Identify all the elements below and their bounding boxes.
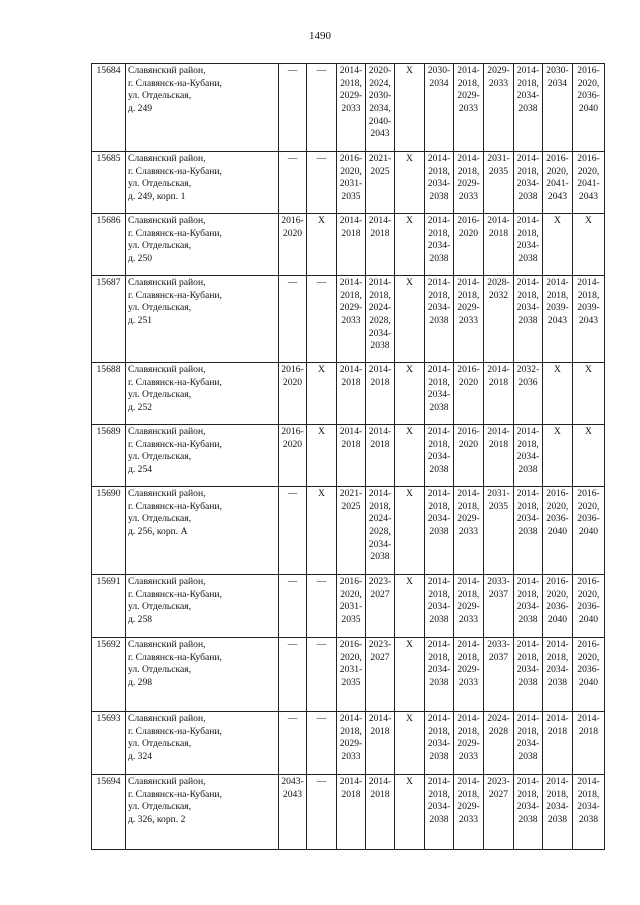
- period-cell: X: [307, 487, 337, 575]
- period-cell: 2014- 2018: [573, 712, 605, 775]
- period-cell: 2014- 2018, 2034- 2038: [514, 638, 543, 712]
- address-line: г. Славянск-на-Кубани,: [128, 725, 222, 737]
- address-cell: [126, 425, 279, 487]
- table-row: [92, 638, 605, 712]
- period-cell: —: [279, 575, 307, 638]
- period-cell: 2016- 2020, 2031- 2035: [337, 152, 366, 214]
- table-row: [92, 775, 605, 850]
- period-cell: 2016- 2020, 2036- 2040: [573, 638, 605, 712]
- period-cell: 2014- 2018, 2034- 2038: [514, 214, 543, 276]
- period-cell: 2016- 2020, 2036- 2040: [543, 487, 573, 575]
- row-number: 15685: [92, 152, 126, 214]
- period-cell: 2014- 2018: [337, 214, 366, 276]
- period-cell: 2014- 2018: [543, 712, 573, 775]
- period-cell: 2014- 2018, 2029- 2033: [454, 64, 484, 152]
- period-cell: 2016- 2020, 2041- 2043: [573, 152, 605, 214]
- address-line: ул. Отдельская,: [128, 240, 192, 252]
- period-cell: 2014- 2018, 2029- 2033: [337, 276, 366, 363]
- period-cell: X: [395, 775, 425, 850]
- period-cell: 2014- 2018, 2029- 2033: [337, 64, 366, 152]
- period-cell: 2014- 2018, 2034- 2038: [425, 575, 454, 638]
- period-cell: 2029- 2033: [484, 64, 514, 152]
- row-number: 15686: [92, 214, 126, 276]
- period-cell: —: [307, 712, 337, 775]
- period-cell: 2014- 2018: [366, 712, 395, 775]
- address-line: ул. Отдельская,: [128, 513, 192, 525]
- address-line: г. Славянск-на-Кубани,: [128, 500, 222, 512]
- period-cell: 2014- 2018, 2034- 2038: [425, 487, 454, 575]
- address-line: г. Славянск-на-Кубани,: [128, 651, 222, 663]
- address-line: г. Славянск-на-Кубани,: [128, 438, 222, 450]
- address-line: ул. Отдельская,: [128, 302, 192, 314]
- row-number: 15687: [92, 276, 126, 363]
- period-cell: 2021- 2025: [366, 152, 395, 214]
- address-line: Славянский район,: [128, 65, 206, 76]
- period-cell: 2014- 2018, 2029- 2033: [454, 152, 484, 214]
- address-line: г. Славянск-на-Кубани,: [128, 788, 222, 800]
- period-cell: 2014- 2018, 2034- 2038: [425, 425, 454, 487]
- period-cell: X: [395, 575, 425, 638]
- period-cell: —: [279, 276, 307, 363]
- period-cell: 2016- 2020, 2031- 2035: [337, 638, 366, 712]
- period-cell: 2014- 2018, 2034- 2038: [425, 363, 454, 425]
- period-cell: 2014- 2018, 2034- 2038: [543, 775, 573, 850]
- address-line: Славянский район,: [128, 576, 206, 587]
- period-cell: 2014- 2018, 2029- 2033: [454, 575, 484, 638]
- address-line: г. Славянск-на-Кубани,: [128, 588, 222, 600]
- address-cell: [126, 575, 279, 638]
- address-line: Славянский район,: [128, 713, 206, 724]
- address-line: Славянский район,: [128, 426, 206, 437]
- period-cell: 2014- 2018, 2034- 2038: [425, 638, 454, 712]
- period-cell: 2023- 2027: [366, 638, 395, 712]
- period-cell: —: [279, 64, 307, 152]
- period-cell: 2021- 2025: [337, 487, 366, 575]
- address-line: д. 256, корп. А: [128, 525, 188, 537]
- period-cell: X: [395, 64, 425, 152]
- address-cell: [126, 712, 279, 775]
- period-cell: X: [395, 276, 425, 363]
- period-cell: 2014- 2018, 2034- 2038: [514, 712, 543, 775]
- address-cell: [126, 214, 279, 276]
- address-line: ул. Отдельская,: [128, 601, 192, 613]
- period-cell: X: [307, 214, 337, 276]
- period-cell: 2014- 2018, 2034- 2038: [514, 64, 543, 152]
- address-line: ул. Отдельская,: [128, 451, 192, 463]
- period-cell: 2014- 2018: [366, 425, 395, 487]
- period-cell: 2014- 2018, 2029- 2033: [454, 487, 484, 575]
- table-row: [92, 64, 605, 152]
- period-cell: 2014- 2018, 2034- 2038: [514, 775, 543, 850]
- period-cell: 2014- 2018: [337, 363, 366, 425]
- period-cell: 2023- 2027: [484, 775, 514, 850]
- period-cell: X: [543, 214, 573, 276]
- row-number: 15691: [92, 575, 126, 638]
- period-cell: 2014- 2018, 2039- 2043: [573, 276, 605, 363]
- period-cell: 2016- 2020: [279, 363, 307, 425]
- address-line: д. 252: [128, 401, 153, 413]
- period-cell: X: [395, 363, 425, 425]
- period-cell: 2014- 2018: [337, 775, 366, 850]
- address-line: Славянский район,: [128, 215, 206, 226]
- row-number: 15692: [92, 638, 126, 712]
- period-cell: X: [573, 214, 605, 276]
- address-line: д. 249, корп. 1: [128, 190, 186, 202]
- address-cell: [126, 363, 279, 425]
- period-cell: —: [279, 638, 307, 712]
- period-cell: —: [279, 487, 307, 575]
- period-cell: 2016- 2020: [454, 214, 484, 276]
- period-cell: X: [395, 487, 425, 575]
- period-cell: —: [279, 152, 307, 214]
- period-cell: —: [307, 276, 337, 363]
- row-number: 15684: [92, 64, 126, 152]
- period-cell: 2014- 2018, 2034- 2038: [425, 775, 454, 850]
- period-cell: 2014- 2018, 2034- 2038: [425, 276, 454, 363]
- period-cell: 2031- 2035: [484, 152, 514, 214]
- period-cell: 2014- 2018: [484, 214, 514, 276]
- address-line: Славянский район,: [128, 776, 206, 787]
- period-cell: —: [279, 712, 307, 775]
- period-cell: X: [395, 214, 425, 276]
- address-line: г. Славянск-на-Кубани,: [128, 77, 222, 89]
- period-cell: 2016- 2020: [279, 214, 307, 276]
- period-cell: 2014- 2018, 2034- 2038: [425, 152, 454, 214]
- period-cell: 2014- 2018, 2034- 2038: [543, 638, 573, 712]
- address-line: г. Славянск-на-Кубани,: [128, 165, 222, 177]
- address-line: г. Славянск-на-Кубани,: [128, 289, 222, 301]
- period-cell: 2033- 2037: [484, 638, 514, 712]
- period-cell: 2014- 2018, 2029- 2033: [454, 712, 484, 775]
- period-cell: —: [307, 64, 337, 152]
- address-cell: [126, 638, 279, 712]
- address-cell: [126, 276, 279, 363]
- period-cell: X: [543, 363, 573, 425]
- address-line: Славянский район,: [128, 639, 206, 650]
- period-cell: X: [543, 425, 573, 487]
- address-line: д. 249: [128, 102, 153, 114]
- period-cell: X: [395, 638, 425, 712]
- address-line: г. Славянск-на-Кубани,: [128, 376, 222, 388]
- period-cell: —: [307, 638, 337, 712]
- table-row: [92, 214, 605, 276]
- period-cell: 2032- 2036: [514, 363, 543, 425]
- period-cell: 2030- 2034: [543, 64, 573, 152]
- period-cell: 2031- 2035: [484, 487, 514, 575]
- period-cell: 2014- 2018, 2029- 2033: [454, 276, 484, 363]
- address-cell: [126, 64, 279, 152]
- period-cell: 2016- 2020, 2036- 2040: [573, 487, 605, 575]
- period-cell: 2014- 2018, 2034- 2038: [573, 775, 605, 850]
- table-row: [92, 712, 605, 775]
- period-cell: 2014- 2018, 2034- 2038: [514, 575, 543, 638]
- period-cell: 2033- 2037: [484, 575, 514, 638]
- period-cell: 2024- 2028: [484, 712, 514, 775]
- table-row: [92, 363, 605, 425]
- address-line: д. 251: [128, 314, 153, 326]
- period-cell: X: [307, 363, 337, 425]
- period-cell: X: [573, 363, 605, 425]
- period-cell: 2014- 2018: [484, 425, 514, 487]
- period-cell: 2014- 2018, 2034- 2038: [514, 276, 543, 363]
- row-number: 15693: [92, 712, 126, 775]
- address-line: ул. Отдельская,: [128, 389, 192, 401]
- address-line: д. 298: [128, 676, 153, 688]
- address-line: ул. Отдельская,: [128, 738, 192, 750]
- period-cell: 2014- 2018, 2029- 2033: [454, 638, 484, 712]
- period-cell: 2043- 2043: [279, 775, 307, 850]
- table-row: [92, 487, 605, 575]
- row-number: 15689: [92, 425, 126, 487]
- table-row: [92, 425, 605, 487]
- period-cell: 2014- 2018, 2034- 2038: [425, 214, 454, 276]
- address-line: Славянский район,: [128, 488, 206, 499]
- period-cell: 2014- 2018, 2034- 2038: [514, 152, 543, 214]
- table-row: [92, 276, 605, 363]
- period-cell: 2020- 2024, 2030- 2034, 2040- 2043: [366, 64, 395, 152]
- schedule-table: [91, 63, 605, 850]
- period-cell: 2014- 2018, 2034- 2038: [514, 425, 543, 487]
- period-cell: —: [307, 152, 337, 214]
- period-cell: X: [395, 152, 425, 214]
- row-number: 15690: [92, 487, 126, 575]
- address-cell: [126, 152, 279, 214]
- address-line: д. 250: [128, 252, 153, 264]
- period-cell: X: [395, 712, 425, 775]
- address-line: ул. Отдельская,: [128, 90, 192, 102]
- period-cell: 2014- 2018: [484, 363, 514, 425]
- address-cell: [126, 775, 279, 850]
- address-line: Славянский район,: [128, 277, 206, 288]
- period-cell: 2014- 2018: [337, 425, 366, 487]
- table-row: [92, 152, 605, 214]
- period-cell: X: [307, 425, 337, 487]
- period-cell: 2016- 2020, 2036- 2040: [573, 64, 605, 152]
- address-line: д. 326, корп. 2: [128, 813, 186, 825]
- page-number: 1490: [309, 30, 331, 42]
- period-cell: 2030- 2034: [425, 64, 454, 152]
- address-line: ул. Отдельская,: [128, 801, 192, 813]
- period-cell: X: [573, 425, 605, 487]
- period-cell: 2014- 2018: [366, 775, 395, 850]
- period-cell: 2016- 2020, 2031- 2035: [337, 575, 366, 638]
- period-cell: 2016- 2020: [454, 363, 484, 425]
- row-number: 15694: [92, 775, 126, 850]
- address-line: Славянский район,: [128, 364, 206, 375]
- address-line: Славянский район,: [128, 153, 206, 164]
- address-line: г. Славянск-на-Кубани,: [128, 227, 222, 239]
- period-cell: 2023- 2027: [366, 575, 395, 638]
- period-cell: 2028- 2032: [484, 276, 514, 363]
- period-cell: X: [395, 425, 425, 487]
- period-cell: 2016- 2020, 2041- 2043: [543, 152, 573, 214]
- address-cell: [126, 487, 279, 575]
- row-number: 15688: [92, 363, 126, 425]
- period-cell: 2016- 2020, 2036- 2040: [573, 575, 605, 638]
- period-cell: 2014- 2018: [366, 214, 395, 276]
- period-cell: 2014- 2018, 2034- 2038: [514, 487, 543, 575]
- period-cell: 2014- 2018: [366, 363, 395, 425]
- address-line: д. 258: [128, 613, 153, 625]
- period-cell: 2014- 2018, 2024- 2028, 2034- 2038: [366, 276, 395, 363]
- address-line: д. 254: [128, 463, 153, 475]
- period-cell: 2016- 2020: [279, 425, 307, 487]
- period-cell: 2014- 2018, 2024- 2028, 2034- 2038: [366, 487, 395, 575]
- period-cell: 2014- 2018, 2039- 2043: [543, 276, 573, 363]
- period-cell: 2014- 2018, 2034- 2038: [425, 712, 454, 775]
- period-cell: 2016- 2020: [454, 425, 484, 487]
- address-line: ул. Отдельская,: [128, 178, 192, 190]
- address-line: д. 324: [128, 750, 153, 762]
- period-cell: 2014- 2018, 2029- 2033: [337, 712, 366, 775]
- period-cell: —: [307, 575, 337, 638]
- period-cell: 2014- 2018, 2029- 2033: [454, 775, 484, 850]
- period-cell: 2016- 2020, 2036- 2040: [543, 575, 573, 638]
- period-cell: —: [307, 775, 337, 850]
- address-line: ул. Отдельская,: [128, 664, 192, 676]
- table-row: [92, 575, 605, 638]
